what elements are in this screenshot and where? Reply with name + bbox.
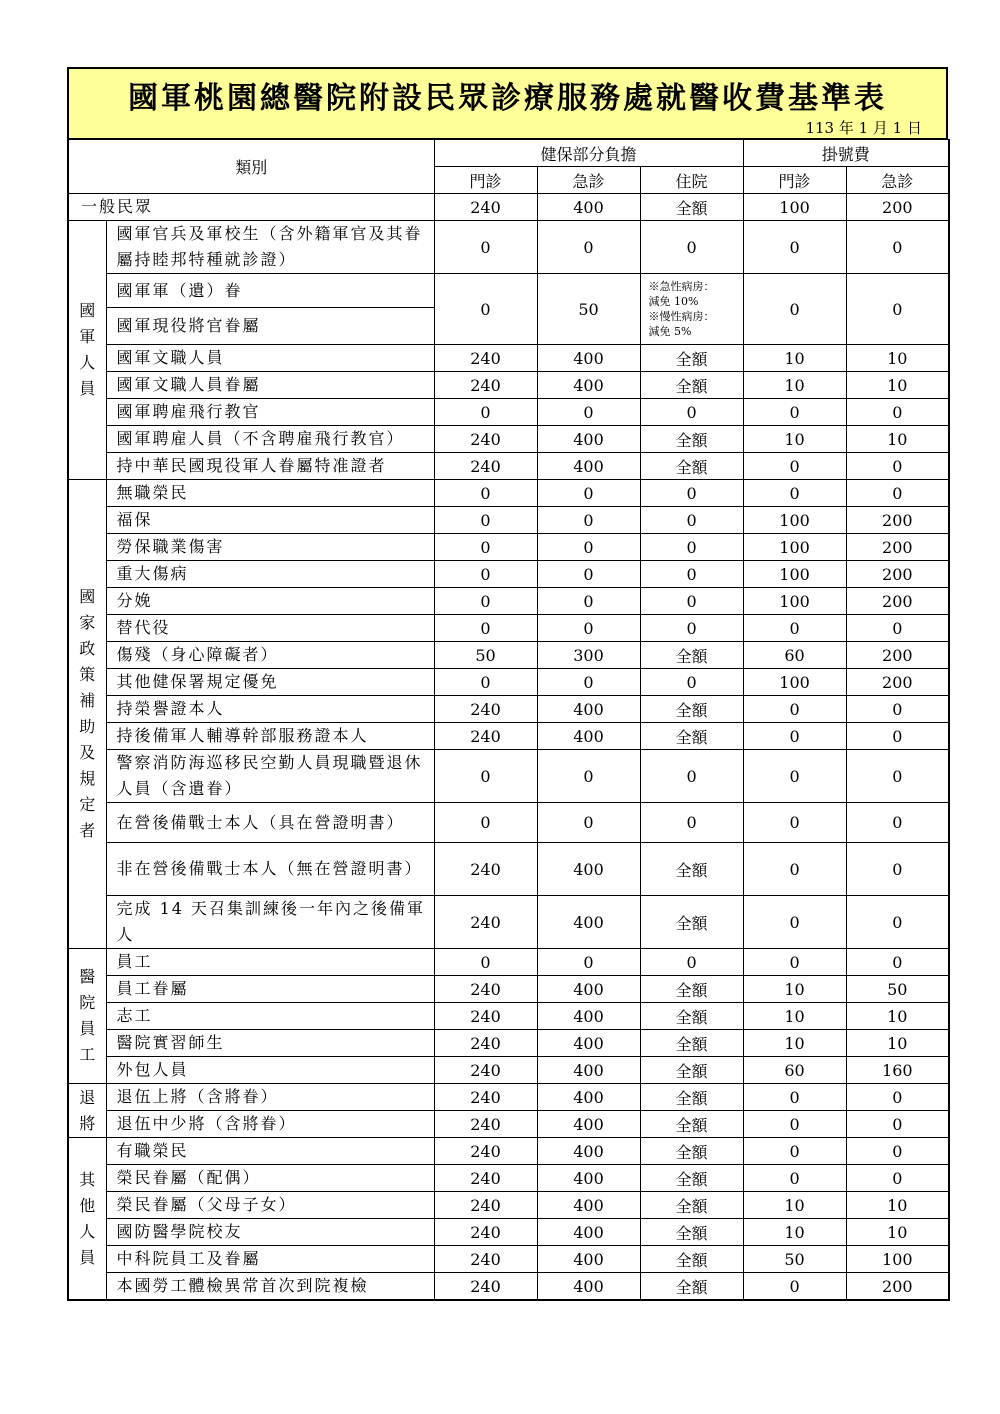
reg-emergency-header: 急診	[846, 167, 949, 194]
value-cell: 0	[743, 1111, 846, 1138]
value-cell: 240	[434, 1273, 537, 1301]
value-cell: 400	[537, 372, 640, 399]
value-cell: 0	[640, 669, 743, 696]
value-cell: 200	[846, 561, 949, 588]
table-row	[68, 896, 949, 949]
table-row	[68, 1192, 949, 1219]
value-cell: 0	[434, 750, 537, 803]
value-cell: 全額	[640, 1003, 743, 1030]
value-cell: 240	[434, 1030, 537, 1057]
value-cell: 100	[743, 194, 846, 221]
value-cell: 240	[434, 1111, 537, 1138]
title-banner	[67, 67, 948, 139]
table-row	[68, 843, 949, 896]
row-label: 員工	[106, 949, 434, 976]
table-row	[68, 194, 949, 221]
value-cell: 0	[846, 480, 949, 507]
value-cell: 0	[846, 453, 949, 480]
group-label-cell	[68, 480, 106, 949]
value-cell: 全額	[640, 453, 743, 480]
table-row	[68, 426, 949, 453]
fee-table-body	[68, 194, 949, 1301]
value-cell: 240	[434, 1003, 537, 1030]
value-cell: 0	[743, 399, 846, 426]
value-cell: 0	[743, 843, 846, 896]
value-cell: 50	[537, 274, 640, 345]
value-cell: 0	[537, 221, 640, 274]
value-cell: 0	[537, 507, 640, 534]
value-cell: 0	[846, 1138, 949, 1165]
fee-schedule-sheet	[67, 67, 948, 1301]
value-cell: 10	[743, 976, 846, 1003]
value-cell: 全額	[640, 843, 743, 896]
value-cell: 0	[743, 480, 846, 507]
value-cell: 0	[743, 1165, 846, 1192]
row-label: 退伍上將（含將眷）	[106, 1084, 434, 1111]
group-label: 退將	[79, 1087, 96, 1133]
value-cell: 200	[846, 642, 949, 669]
row-label: 國軍聘雇人員（不含聘雇飛行教官）	[106, 426, 434, 453]
table-row	[68, 1246, 949, 1273]
group-label-cell	[68, 221, 106, 480]
row-label: 有職榮民	[106, 1138, 434, 1165]
value-cell: 300	[537, 642, 640, 669]
value-cell: 0	[743, 723, 846, 750]
table-row	[68, 1111, 949, 1138]
group-label-cell	[68, 1138, 106, 1301]
note-line: ※急性病房：	[648, 280, 715, 293]
value-cell: 400	[537, 1057, 640, 1084]
value-cell: 0	[846, 803, 949, 843]
value-cell: 10	[743, 1030, 846, 1057]
value-cell: 0	[434, 803, 537, 843]
value-cell: 0	[846, 949, 949, 976]
value-cell: 全額	[640, 1111, 743, 1138]
value-cell: 0	[846, 1165, 949, 1192]
value-cell: 240	[434, 1084, 537, 1111]
value-cell: 400	[537, 896, 640, 949]
value-cell: 400	[537, 426, 640, 453]
table-row	[68, 696, 949, 723]
value-cell: 240	[434, 194, 537, 221]
table-row	[68, 1003, 949, 1030]
value-cell: 0	[846, 274, 949, 345]
value-cell: 0	[434, 588, 537, 615]
value-cell: 0	[743, 221, 846, 274]
note-line: 減免 5%	[648, 325, 692, 338]
value-cell: 0	[743, 949, 846, 976]
value-cell: 0	[434, 669, 537, 696]
table-row	[68, 588, 949, 615]
row-label: 警察消防海巡移民空勤人員現職暨退休人員（含遺眷）	[106, 750, 434, 803]
value-cell: 200	[846, 194, 949, 221]
note-line: ※慢性病房：	[648, 310, 715, 323]
value-cell: 0	[846, 221, 949, 274]
value-cell: 全額	[640, 1030, 743, 1057]
value-cell: 全額	[640, 1138, 743, 1165]
row-label: 持中華民國現役軍人眷屬特准證者	[106, 453, 434, 480]
value-cell: 240	[434, 896, 537, 949]
table-row	[68, 1030, 949, 1057]
value-cell: 400	[537, 1165, 640, 1192]
value-cell: 240	[434, 723, 537, 750]
value-cell: 10	[846, 1219, 949, 1246]
value-cell: 全額	[640, 642, 743, 669]
value-cell: 0	[846, 843, 949, 896]
value-cell: 400	[537, 1003, 640, 1030]
value-cell: 0	[846, 696, 949, 723]
value-cell: 400	[537, 1219, 640, 1246]
value-cell: 60	[743, 1057, 846, 1084]
page-title: 國軍桃園總醫院附設民眾診療服務處就醫收費基準表	[128, 81, 887, 116]
row-label: 醫院實習師生	[106, 1030, 434, 1057]
value-cell: 0	[434, 561, 537, 588]
value-cell: 0	[434, 480, 537, 507]
value-cell: 全額	[640, 1192, 743, 1219]
value-cell: 400	[537, 453, 640, 480]
value-cell: 100	[743, 534, 846, 561]
row-label: 在營後備戰士本人（具在營證明書）	[106, 803, 434, 843]
value-cell: 400	[537, 976, 640, 1003]
value-cell: 50	[743, 1246, 846, 1273]
value-cell: 0	[743, 1138, 846, 1165]
row-label: 國軍軍（遺）眷	[106, 274, 434, 308]
row-label: 本國勞工體檢異常首次到院複檢	[106, 1273, 434, 1301]
value-cell: 全額	[640, 723, 743, 750]
value-cell: 0	[640, 949, 743, 976]
table-row	[68, 949, 949, 976]
reg-outpatient-header: 門診	[743, 167, 846, 194]
row-label: 國防醫學院校友	[106, 1219, 434, 1246]
value-cell: 0	[640, 221, 743, 274]
value-cell: 0	[846, 723, 949, 750]
value-cell: 400	[537, 843, 640, 896]
value-cell: 0	[537, 615, 640, 642]
row-label: 完成 14 天召集訓練後一年內之後備軍人	[106, 896, 434, 949]
value-cell: 400	[537, 194, 640, 221]
table-row	[68, 803, 949, 843]
value-cell: 0	[846, 750, 949, 803]
value-cell: 全額	[640, 372, 743, 399]
table-row	[68, 1057, 949, 1084]
value-cell: 240	[434, 1138, 537, 1165]
value-cell: 全額	[640, 696, 743, 723]
value-cell: 全額	[640, 1273, 743, 1301]
value-cell: 10	[743, 1192, 846, 1219]
row-label: 福保	[106, 507, 434, 534]
value-cell: 200	[846, 507, 949, 534]
row-label: 國軍官兵及軍校生（含外籍軍官及其眷屬持睦邦特種就診證）	[106, 221, 434, 274]
value-cell: 400	[537, 1273, 640, 1301]
value-cell: 0	[743, 1084, 846, 1111]
value-cell: 0	[434, 949, 537, 976]
value-cell: 全額	[640, 345, 743, 372]
value-cell: 400	[537, 1084, 640, 1111]
value-cell: 0	[640, 588, 743, 615]
value-cell: 400	[537, 1138, 640, 1165]
table-row	[68, 480, 949, 507]
row-label: 其他健保署規定優免	[106, 669, 434, 696]
value-cell: 0	[537, 561, 640, 588]
value-cell: 240	[434, 843, 537, 896]
value-cell: 全額	[640, 1246, 743, 1273]
value-cell: 200	[846, 588, 949, 615]
nhi-copay-header: 健保部分負擔	[434, 140, 743, 167]
table-row	[68, 723, 949, 750]
value-cell: 240	[434, 1219, 537, 1246]
value-cell: 100	[743, 669, 846, 696]
value-cell: 100	[743, 588, 846, 615]
value-cell: 0	[640, 615, 743, 642]
value-cell: 100	[743, 507, 846, 534]
value-cell: 全額	[640, 1057, 743, 1084]
value-cell: 0	[743, 803, 846, 843]
value-cell: 0	[743, 1273, 846, 1301]
value-cell: 400	[537, 1111, 640, 1138]
value-cell: 0	[434, 615, 537, 642]
value-cell: 0	[537, 750, 640, 803]
row-label: 退伍中少將（含將眷）	[106, 1111, 434, 1138]
row-label: 替代役	[106, 615, 434, 642]
value-cell: 0	[743, 274, 846, 345]
value-cell: 0	[640, 534, 743, 561]
table-row	[68, 1084, 949, 1111]
row-label: 傷殘（身心障礙者）	[106, 642, 434, 669]
row-label: 榮民眷屬（父母子女）	[106, 1192, 434, 1219]
value-cell: 全額	[640, 896, 743, 949]
value-cell: 0	[743, 696, 846, 723]
value-cell: 全額	[640, 976, 743, 1003]
row-label: 持榮譽證本人	[106, 696, 434, 723]
value-cell: 400	[537, 1246, 640, 1273]
value-cell: 0	[743, 750, 846, 803]
row-label: 無職榮民	[106, 480, 434, 507]
value-cell: 100	[846, 1246, 949, 1273]
table-row	[68, 453, 949, 480]
value-cell: 0	[537, 803, 640, 843]
value-cell: 0	[640, 750, 743, 803]
value-cell: 0	[537, 588, 640, 615]
value-cell: 0	[537, 480, 640, 507]
row-label: 國軍現役將官眷屬	[106, 308, 434, 345]
row-label: 重大傷病	[106, 561, 434, 588]
value-cell: 0	[640, 507, 743, 534]
value-cell: 0	[743, 615, 846, 642]
value-cell: 240	[434, 1246, 537, 1273]
table-row	[68, 1138, 949, 1165]
value-cell: 0	[537, 399, 640, 426]
value-cell: 0	[434, 399, 537, 426]
value-cell: 10	[846, 1003, 949, 1030]
value-cell: 240	[434, 1165, 537, 1192]
value-cell: 400	[537, 345, 640, 372]
value-cell: 240	[434, 372, 537, 399]
value-cell: 200	[846, 1273, 949, 1301]
value-cell: 0	[846, 1111, 949, 1138]
value-cell: 60	[743, 642, 846, 669]
group-label: 國軍人員	[79, 301, 96, 398]
value-cell: 0	[743, 896, 846, 949]
value-cell: 全額	[640, 1084, 743, 1111]
value-cell: 0	[640, 399, 743, 426]
value-cell: 全額	[640, 194, 743, 221]
row-label: 非在營後備戰士本人（無在營證明書）	[106, 843, 434, 896]
table-row	[68, 669, 949, 696]
table-row	[68, 642, 949, 669]
value-cell: 0	[640, 561, 743, 588]
group-label-cell	[68, 949, 106, 1084]
table-row	[68, 976, 949, 1003]
note-line: 減免 10%	[648, 295, 699, 308]
table-row	[68, 1219, 949, 1246]
registration-fee-header: 掛號費	[743, 140, 949, 167]
table-row	[68, 1165, 949, 1192]
value-cell: 0	[743, 453, 846, 480]
table-row	[68, 345, 949, 372]
value-cell: 10	[743, 1219, 846, 1246]
value-cell: 50	[434, 642, 537, 669]
value-cell: 0	[640, 803, 743, 843]
value-cell: 240	[434, 976, 537, 1003]
row-label: 國軍聘雇飛行教官	[106, 399, 434, 426]
value-cell: 400	[537, 1030, 640, 1057]
value-cell: 100	[743, 561, 846, 588]
row-label: 持後備軍人輔導幹部服務證本人	[106, 723, 434, 750]
category-header: 類別	[68, 140, 434, 194]
value-cell: 0	[846, 615, 949, 642]
row-label: 志工	[106, 1003, 434, 1030]
value-cell: 0	[640, 480, 743, 507]
value-cell: 0	[846, 1084, 949, 1111]
value-cell: 10	[846, 372, 949, 399]
table-row	[68, 561, 949, 588]
table-row	[68, 750, 949, 803]
row-label: 員工眷屬	[106, 976, 434, 1003]
emergency-header: 急診	[537, 167, 640, 194]
table-row	[68, 221, 949, 274]
table-row	[68, 507, 949, 534]
table-row	[68, 1273, 949, 1301]
row-label: 外包人員	[106, 1057, 434, 1084]
value-cell: 0	[434, 507, 537, 534]
effective-date: 113 年 1 月 1 日	[805, 119, 922, 137]
value-cell: 0	[846, 399, 949, 426]
row-label: 榮民眷屬（配偶）	[106, 1165, 434, 1192]
value-cell: 200	[846, 534, 949, 561]
value-cell: 10	[743, 372, 846, 399]
value-cell: 400	[537, 723, 640, 750]
fee-table	[67, 139, 950, 1301]
value-cell: 0	[434, 221, 537, 274]
value-cell: 0	[537, 669, 640, 696]
group-label: 國家政策補助及規定者	[79, 587, 96, 840]
value-cell: 10	[743, 1003, 846, 1030]
row-label: 中科院員工及眷屬	[106, 1246, 434, 1273]
outpatient-header: 門診	[434, 167, 537, 194]
value-cell: 0	[537, 949, 640, 976]
value-cell: 240	[434, 1192, 537, 1219]
value-cell: 240	[434, 345, 537, 372]
value-cell: 10	[846, 1030, 949, 1057]
value-cell: 0	[846, 896, 949, 949]
value-cell: 400	[537, 696, 640, 723]
value-cell: 0	[537, 534, 640, 561]
table-row	[68, 534, 949, 561]
value-cell: 10	[743, 345, 846, 372]
value-cell: 200	[846, 669, 949, 696]
table-row	[68, 274, 949, 308]
group-label-cell	[68, 1084, 106, 1138]
value-cell: 240	[434, 696, 537, 723]
value-cell: 160	[846, 1057, 949, 1084]
row-label: 勞保職業傷害	[106, 534, 434, 561]
value-cell: 240	[434, 426, 537, 453]
value-cell: 10	[846, 1192, 949, 1219]
row-label: 一般民眾	[68, 194, 434, 221]
row-label: 分娩	[106, 588, 434, 615]
value-cell: 50	[846, 976, 949, 1003]
value-cell: 全額	[640, 1165, 743, 1192]
group-label: 其他人員	[79, 1169, 96, 1267]
group-label: 醫院員工	[79, 967, 96, 1064]
table-row	[68, 615, 949, 642]
value-cell: 400	[537, 1192, 640, 1219]
value-cell: 240	[434, 1057, 537, 1084]
value-cell: 10	[846, 345, 949, 372]
value-cell: 10	[846, 426, 949, 453]
inpatient-discount-note	[640, 274, 743, 345]
table-row	[68, 372, 949, 399]
table-row	[68, 399, 949, 426]
value-cell: 240	[434, 453, 537, 480]
value-cell: 全額	[640, 426, 743, 453]
value-cell: 全額	[640, 1219, 743, 1246]
value-cell: 0	[434, 274, 537, 345]
row-label: 國軍文職人員	[106, 345, 434, 372]
value-cell: 10	[743, 426, 846, 453]
value-cell: 0	[434, 534, 537, 561]
row-label: 國軍文職人員眷屬	[106, 372, 434, 399]
inpatient-header: 住院	[640, 167, 743, 194]
